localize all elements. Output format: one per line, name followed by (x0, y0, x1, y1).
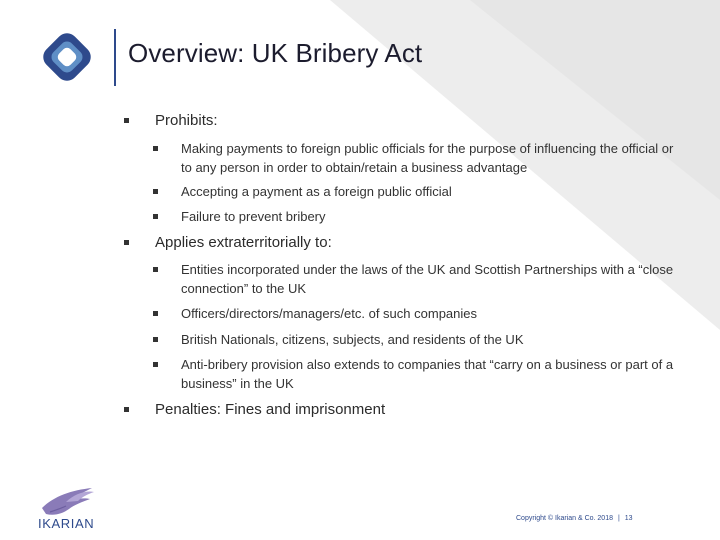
bullet-marker-icon (153, 362, 158, 367)
footer-separator: | (617, 515, 620, 522)
bullet-marker-icon (153, 267, 158, 272)
bullet-marker-icon (153, 311, 158, 316)
sub-bullet-text: Anti-bribery provision also extends to companies that “carry on a business or part of a business” in the UK (181, 357, 674, 391)
sub-bullet-text: British Nationals, citizens, subjects, and residents of the UK (181, 332, 524, 347)
bullet-marker-icon (153, 189, 158, 194)
sub-bullet-text: Entities incorporated under the laws of the UK and Scottish Partnerships with a “close connection” to the UK (181, 262, 674, 296)
sub-bullet-text: Accepting a payment as a foreign public official (181, 184, 452, 199)
bullet-text: Penalties: Fines and imprisonment (155, 401, 386, 418)
sub-bullet-text: Officers/directors/managers/etc. of such companies (181, 306, 477, 321)
bullet-text: Prohibits: (155, 112, 218, 129)
copyright-text: Copyright © Ikarian & Co. 2018 (516, 515, 613, 522)
company-name: IKARIAN (38, 516, 95, 531)
bullet-marker-icon (124, 407, 129, 412)
bullet-marker-icon (153, 146, 158, 151)
sub-bullet-text: Failure to prevent bribery (181, 209, 326, 224)
bullet-text: Applies extraterritorially to: (155, 234, 332, 251)
bullet-marker-icon (153, 337, 158, 342)
bullet-marker-icon (124, 118, 129, 123)
footer (516, 515, 636, 522)
slide-title: Overview: UK Bribery Act (128, 38, 423, 68)
sub-bullet-text: Making payments to foreign public officials for the purpose of influencing the official or to any person in order to obtain/retain a business advantage (181, 141, 674, 175)
page-number: 13 (624, 515, 633, 522)
title-divider (114, 29, 116, 86)
bullet-marker-icon (124, 240, 129, 245)
logo-icon (38, 28, 96, 86)
bullet-marker-icon (153, 214, 158, 219)
